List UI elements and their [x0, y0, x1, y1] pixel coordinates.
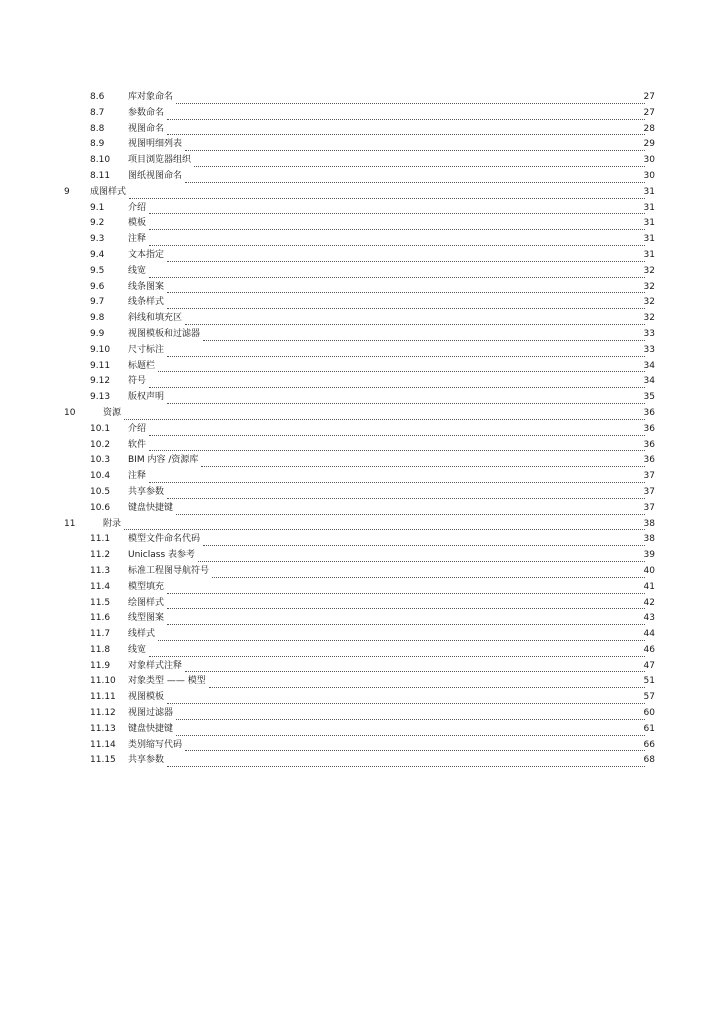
toc-entry-title: 对象类型 —— 模型	[128, 674, 209, 690]
toc-entry-page-number: 68	[643, 755, 655, 766]
toc-entry-leader	[128, 738, 655, 754]
toc-entry-page-number: 32	[643, 313, 655, 324]
toc-section-entry[interactable]	[0, 469, 725, 485]
toc-entry-title: 线型图案	[128, 611, 167, 627]
toc-section-entry[interactable]	[0, 738, 725, 754]
dot-leader	[203, 544, 645, 546]
toc-section-entry[interactable]	[0, 422, 725, 438]
toc-entry-leader	[128, 659, 655, 675]
toc-entry-page-number: 27	[643, 92, 655, 102]
toc-entry-number: 11.4	[90, 581, 111, 592]
toc-entry-leader	[128, 674, 655, 690]
toc-entry-page-number: 47	[643, 660, 655, 671]
toc-entry-title: Uniclass 表参考	[128, 548, 198, 564]
toc-entry-leader	[128, 359, 655, 375]
toc-entry-page-number: 38	[643, 534, 655, 545]
toc-chapter-entry[interactable]	[0, 185, 725, 201]
dot-leader	[203, 339, 645, 341]
toc-entry-number: 10.3	[90, 455, 111, 466]
toc-entry-leader	[128, 390, 655, 406]
toc-entry-number: 11.3	[90, 565, 111, 576]
toc-entry-page-number: 61	[643, 723, 655, 734]
toc-entry-title: 成图样式	[90, 185, 129, 201]
toc-entry-leader	[128, 469, 655, 485]
toc-section-entry[interactable]	[0, 643, 725, 659]
toc-entry-leader	[128, 611, 655, 627]
toc-entry-number: 9.3	[90, 234, 105, 245]
toc-entry-number: 9.6	[90, 281, 105, 292]
toc-section-entry[interactable]	[0, 627, 725, 643]
toc-entry-leader	[128, 485, 655, 501]
dot-leader	[167, 260, 645, 262]
toc-entry-title: 版权声明	[128, 390, 167, 406]
toc-entry-leader	[128, 137, 655, 153]
toc-entry-leader	[103, 517, 655, 533]
toc-entry-page-number: 41	[643, 581, 655, 592]
toc-entry-number: 9.4	[90, 249, 105, 260]
toc-entry-leader	[128, 643, 655, 659]
toc-entry-title: 模型填充	[128, 580, 167, 596]
toc-entry-number: 11.13	[90, 723, 116, 734]
toc-entry-title: 线条样式	[128, 295, 167, 311]
dot-leader	[209, 686, 645, 688]
toc-entry-number: 9.11	[90, 360, 111, 371]
toc-entry-page-number: 57	[643, 692, 655, 703]
toc-entry-number: 10.6	[90, 502, 111, 513]
toc-section-entry[interactable]	[0, 722, 725, 738]
toc-section-entry[interactable]	[0, 438, 725, 454]
toc-entry-number: 9.10	[90, 344, 111, 355]
dot-leader	[167, 307, 645, 309]
toc-section-entry[interactable]	[0, 611, 725, 627]
toc-entry-page-number: 28	[643, 123, 655, 134]
toc-section-entry[interactable]	[0, 596, 725, 612]
toc-section-entry[interactable]	[0, 706, 725, 722]
toc-entry-page-number: 60	[643, 708, 655, 719]
toc-entry-leader	[128, 90, 655, 106]
toc-entry-leader	[128, 690, 655, 706]
dot-leader	[149, 449, 645, 451]
dot-leader	[149, 655, 645, 657]
dot-leader	[167, 402, 645, 404]
toc-section-entry[interactable]	[0, 343, 725, 359]
toc-entry-page-number: 51	[643, 676, 655, 687]
toc-entry-title: 文本指定	[128, 248, 167, 264]
toc-entry-number: 9.1	[90, 202, 105, 213]
toc-entry-title: 共享参数	[128, 753, 167, 769]
toc-entry-title: 资源	[103, 406, 124, 422]
toc-entry-leader	[128, 564, 655, 580]
dot-leader	[167, 592, 645, 594]
toc-entry-number: 11.11	[90, 692, 116, 703]
toc-section-entry[interactable]	[0, 548, 725, 564]
toc-entry-page-number: 30	[643, 155, 655, 166]
toc-entry-title: 线宽	[128, 643, 149, 659]
dot-leader	[176, 734, 645, 736]
toc-entry-number: 11.2	[90, 550, 111, 561]
toc-entry-number: 11.8	[90, 644, 111, 655]
toc-entry-leader	[128, 311, 655, 327]
toc-entry-number: 8.10	[90, 155, 111, 166]
toc-entry-title: 尺寸标注	[128, 343, 167, 359]
toc-entry-page-number: 31	[643, 218, 655, 229]
toc-entry-leader	[128, 280, 655, 296]
toc-entry-page-number: 36	[643, 439, 655, 450]
toc-entry-leader	[90, 185, 655, 201]
toc-entry-number: 8.11	[90, 170, 111, 181]
toc-entry-title: 键盘快捷键	[128, 722, 176, 738]
toc-entry-page-number: 44	[643, 629, 655, 640]
toc-entry-page-number: 39	[643, 550, 655, 561]
toc-section-entry[interactable]	[0, 137, 725, 153]
toc-entry-number: 10.2	[90, 439, 111, 450]
toc-entry-page-number: 35	[643, 392, 655, 403]
toc-entry-number: 11.1	[90, 534, 111, 545]
dot-leader	[185, 149, 645, 151]
dot-leader	[176, 513, 645, 515]
toc-entry-number: 11.15	[90, 755, 116, 766]
toc-entry-leader	[128, 548, 655, 564]
toc-section-entry[interactable]	[0, 453, 725, 469]
toc-section-entry[interactable]	[0, 106, 725, 122]
toc-section-entry[interactable]	[0, 201, 725, 217]
toc-entry-title: 线样式	[128, 627, 158, 643]
toc-entry-number: 9.7	[90, 297, 105, 308]
toc-entry-page-number: 31	[643, 249, 655, 260]
toc-section-entry[interactable]	[0, 390, 725, 406]
toc-section-entry[interactable]	[0, 295, 725, 311]
toc-entry-number: 11.14	[90, 739, 116, 750]
dot-leader	[149, 386, 645, 388]
toc-entry-number: 11	[64, 518, 76, 529]
toc-entry-leader	[128, 438, 655, 454]
toc-entry-number: 10	[64, 407, 76, 418]
toc-entry-page-number: 37	[643, 486, 655, 497]
toc-section-entry[interactable]	[0, 532, 725, 548]
toc-entry-title: 视图命名	[128, 122, 167, 138]
toc-entry-number: 10.4	[90, 471, 111, 482]
toc-entry-leader	[128, 264, 655, 280]
toc-entry-page-number: 31	[643, 234, 655, 245]
dot-leader	[158, 370, 645, 372]
toc-entry-leader	[128, 532, 655, 548]
toc-entry-number: 9.9	[90, 328, 105, 339]
toc-entry-number: 9	[64, 186, 70, 197]
dot-leader	[167, 133, 645, 135]
toc-entry-page-number: 66	[643, 739, 655, 750]
toc-entry-leader	[128, 295, 655, 311]
toc-entry-title: 软件	[128, 438, 149, 454]
toc-entry-title: 视图模板和过滤器	[128, 327, 203, 343]
toc-entry-leader	[128, 501, 655, 517]
toc-entry-title: 视图过滤器	[128, 706, 176, 722]
dot-leader	[167, 623, 645, 625]
toc-entry-page-number: 46	[643, 644, 655, 655]
toc-entry-title: 介绍	[128, 201, 149, 217]
dot-leader	[149, 481, 645, 483]
toc-entry-page-number: 36	[643, 455, 655, 466]
dot-leader	[124, 528, 645, 530]
toc-entry-leader	[103, 406, 655, 422]
toc-entry-leader	[128, 327, 655, 343]
dot-leader	[149, 276, 645, 278]
toc-entry-page-number: 40	[643, 565, 655, 576]
dot-leader	[194, 165, 645, 167]
toc-section-entry[interactable]	[0, 327, 725, 343]
toc-section-entry[interactable]	[0, 374, 725, 390]
toc-entry-title: 共享参数	[128, 485, 167, 501]
toc-entry-number: 9.5	[90, 265, 105, 276]
toc-entry-leader	[128, 122, 655, 138]
toc-entry-number: 8.8	[90, 123, 105, 134]
toc-entry-title: 附录	[103, 517, 124, 533]
dot-leader	[212, 576, 645, 578]
toc-entry-leader	[128, 722, 655, 738]
toc-entry-number: 9.12	[90, 376, 111, 387]
toc-entry-title: 介绍	[128, 422, 149, 438]
toc-entry-leader	[128, 596, 655, 612]
dot-leader	[149, 228, 645, 230]
dot-leader	[176, 718, 645, 720]
toc-entry-page-number: 33	[643, 328, 655, 339]
toc-entry-number: 9.13	[90, 392, 111, 403]
toc-entry-page-number: 34	[643, 360, 655, 371]
toc-section-entry[interactable]	[0, 122, 725, 138]
dot-leader	[198, 560, 645, 562]
toc-entry-leader	[128, 153, 655, 169]
dot-leader	[124, 418, 645, 420]
toc-entry-leader	[128, 169, 655, 185]
toc-entry-page-number: 32	[643, 281, 655, 292]
dot-leader	[167, 765, 645, 767]
dot-leader	[158, 639, 645, 641]
toc-entry-page-number: 31	[643, 202, 655, 213]
toc-entry-title: 模型文件命名代码	[128, 532, 203, 548]
toc-entry-leader	[128, 453, 655, 469]
toc-entry-title: 对象样式注释	[128, 659, 185, 675]
toc-entry-page-number: 32	[643, 265, 655, 276]
toc-entry-title: 标题栏	[128, 359, 158, 375]
toc-entry-number: 11.12	[90, 708, 116, 719]
toc-entry-number: 8.9	[90, 139, 105, 150]
toc-entry-number: 11.5	[90, 597, 111, 608]
dot-leader	[185, 323, 645, 325]
dot-leader	[185, 670, 645, 672]
dot-leader	[149, 244, 645, 246]
toc-chapter-entry[interactable]	[0, 517, 725, 533]
toc-entry-title: 注释	[128, 469, 149, 485]
toc-entry-title: 类别缩写代码	[128, 738, 185, 754]
toc-entry-number: 11.7	[90, 629, 111, 640]
toc-entry-number: 8.7	[90, 107, 105, 118]
toc-section-entry[interactable]	[0, 153, 725, 169]
toc-entry-leader	[128, 343, 655, 359]
toc-entry-title: 图纸视图命名	[128, 169, 185, 185]
toc-entry-title: 模板	[128, 216, 149, 232]
toc-entry-title: 库对象命名	[128, 90, 176, 106]
toc-entry-leader	[128, 706, 655, 722]
toc-entry-number: 9.8	[90, 313, 105, 324]
toc-section-entry[interactable]	[0, 359, 725, 375]
toc-entry-title: 绘图样式	[128, 596, 167, 612]
dot-leader	[176, 102, 645, 104]
toc-entry-number: 11.10	[90, 676, 116, 687]
table-of-contents	[0, 90, 725, 769]
toc-section-entry[interactable]	[0, 580, 725, 596]
dot-leader	[185, 181, 645, 183]
toc-entry-leader	[128, 580, 655, 596]
toc-section-entry[interactable]	[0, 485, 725, 501]
toc-entry-page-number: 29	[643, 139, 655, 150]
toc-section-entry[interactable]	[0, 248, 725, 264]
dot-leader	[185, 749, 645, 751]
dot-leader	[167, 291, 645, 293]
toc-section-entry[interactable]	[0, 216, 725, 232]
toc-entry-page-number: 27	[643, 107, 655, 118]
toc-entry-title: 注释	[128, 232, 149, 248]
dot-leader	[201, 465, 645, 467]
toc-section-entry[interactable]	[0, 169, 725, 185]
toc-entry-page-number: 32	[643, 297, 655, 308]
toc-chapter-entry[interactable]	[0, 406, 725, 422]
toc-section-entry[interactable]	[0, 690, 725, 706]
toc-entry-leader	[128, 248, 655, 264]
toc-entry-leader	[128, 232, 655, 248]
toc-entry-page-number: 37	[643, 502, 655, 513]
toc-section-entry[interactable]	[0, 501, 725, 517]
toc-section-entry[interactable]	[0, 564, 725, 580]
toc-entry-title: 线条图案	[128, 280, 167, 296]
toc-entry-title: 参数命名	[128, 106, 167, 122]
toc-section-entry[interactable]	[0, 232, 725, 248]
toc-entry-page-number: 36	[643, 423, 655, 434]
toc-entry-title: 键盘快捷键	[128, 501, 176, 517]
toc-entry-title: 视图模板	[128, 690, 167, 706]
toc-entry-title: 斜线和填充区	[128, 311, 185, 327]
dot-leader	[167, 607, 645, 609]
toc-entry-page-number: 38	[643, 518, 655, 529]
toc-section-entry[interactable]	[0, 753, 725, 769]
toc-section-entry[interactable]	[0, 311, 725, 327]
toc-section-entry[interactable]	[0, 674, 725, 690]
toc-entry-page-number: 34	[643, 376, 655, 387]
toc-entry-page-number: 31	[643, 186, 655, 197]
dot-leader	[167, 497, 645, 499]
dot-leader	[149, 212, 645, 214]
toc-entry-title: 标准工程图导航符号	[128, 564, 212, 580]
toc-entry-number: 8.6	[90, 92, 105, 102]
dot-leader	[167, 702, 645, 704]
toc-section-entry[interactable]	[0, 280, 725, 296]
toc-entry-page-number: 36	[643, 407, 655, 418]
toc-section-entry[interactable]	[0, 659, 725, 675]
toc-entry-page-number: 33	[643, 344, 655, 355]
toc-entry-title: 线宽	[128, 264, 149, 280]
toc-entry-leader	[128, 753, 655, 769]
toc-entry-title: 项目浏览器组织	[128, 153, 194, 169]
toc-entry-leader	[128, 422, 655, 438]
toc-entry-title: 视图明细列表	[128, 137, 185, 153]
toc-entry-page-number: 37	[643, 471, 655, 482]
toc-entry-number: 11.9	[90, 660, 111, 671]
toc-entry-number: 10.1	[90, 423, 111, 434]
toc-entry-leader	[128, 201, 655, 217]
toc-section-entry[interactable]	[0, 90, 725, 106]
toc-entry-leader	[128, 627, 655, 643]
toc-section-entry[interactable]	[0, 264, 725, 280]
toc-entry-leader	[128, 374, 655, 390]
toc-entry-leader	[128, 106, 655, 122]
toc-entry-number: 11.6	[90, 613, 111, 624]
dot-leader	[167, 118, 645, 120]
toc-entry-page-number: 43	[643, 613, 655, 624]
toc-entry-leader	[128, 216, 655, 232]
dot-leader	[149, 434, 645, 436]
toc-entry-page-number: 30	[643, 170, 655, 181]
toc-entry-number: 9.2	[90, 218, 105, 229]
toc-entry-number: 10.5	[90, 486, 111, 497]
dot-leader	[129, 197, 645, 199]
dot-leader	[167, 355, 645, 357]
toc-entry-page-number: 42	[643, 597, 655, 608]
toc-entry-title: 符号	[128, 374, 149, 390]
toc-entry-title: BIM 内容 /资源库	[128, 453, 201, 469]
